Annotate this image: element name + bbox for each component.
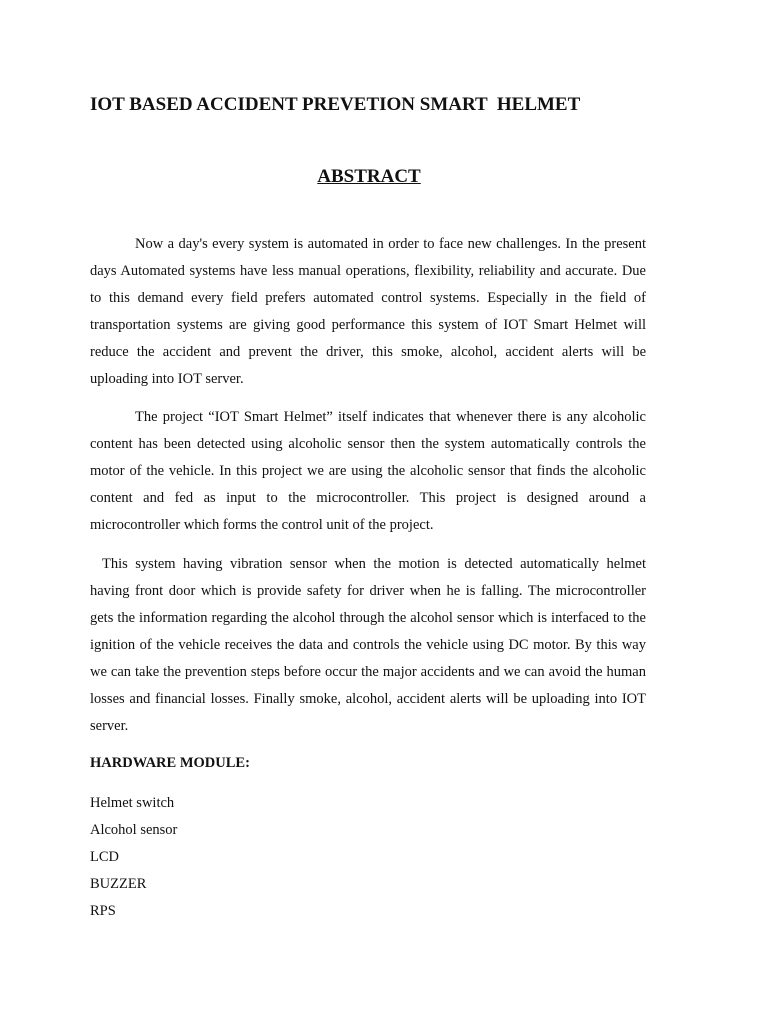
hardware-module-heading: HARDWARE MODULE:: [90, 755, 250, 771]
document-title: IOT BASED ACCIDENT PREVETION SMART HELMET: [90, 94, 581, 115]
abstract-paragraph-2: The project “IOT Smart Helmet” itself indicates that whenever there is any alcoholic content has been detected using alcoholic sensor then the system automatically controls the motor of the vehicle. In this project we are using the alcoholic sensor that finds the alcoholic content and fed as input to the microcontroller. This project is designed around a microcontroller which forms the control unit of the project.: [90, 409, 646, 533]
list-item: LCD: [90, 849, 119, 865]
list-item: Helmet switch: [90, 795, 175, 811]
list-item: RPS: [90, 903, 116, 919]
abstract-heading: ABSTRACT: [317, 166, 421, 187]
list-item: BUZZER: [90, 876, 147, 892]
abstract-paragraph-1: Now a day's every system is automated in order to face new challenges. In the present days Automated systems have less manual operations, flexibility, reliability and accurate. Due to this demand every field prefers automated control systems. Especially in the field of transportation systems are giving good performance this system of IOT Smart Helmet will reduce the accident and prevent the driver, this smoke, alcohol, accident alerts will be uploading into IOT server.: [90, 236, 646, 387]
hardware-module-list: [90, 790, 177, 925]
list-item: Alcohol sensor: [90, 822, 178, 838]
abstract-paragraph-3: This system having vibration sensor when the motion is detected automatically helmet having front door which is provide safety for driver when he is falling. The microcontroller gets the information regarding the alcohol through the alcohol sensor which is interfaced to the ignition of the vehicle receives the data and controls the vehicle using DC motor. By this way we can take the prevention steps before occur the major accidents and we can avoid the human losses and financial losses. Finally smoke, alcohol, accident alerts will be uploading into IOT server.: [90, 556, 646, 734]
